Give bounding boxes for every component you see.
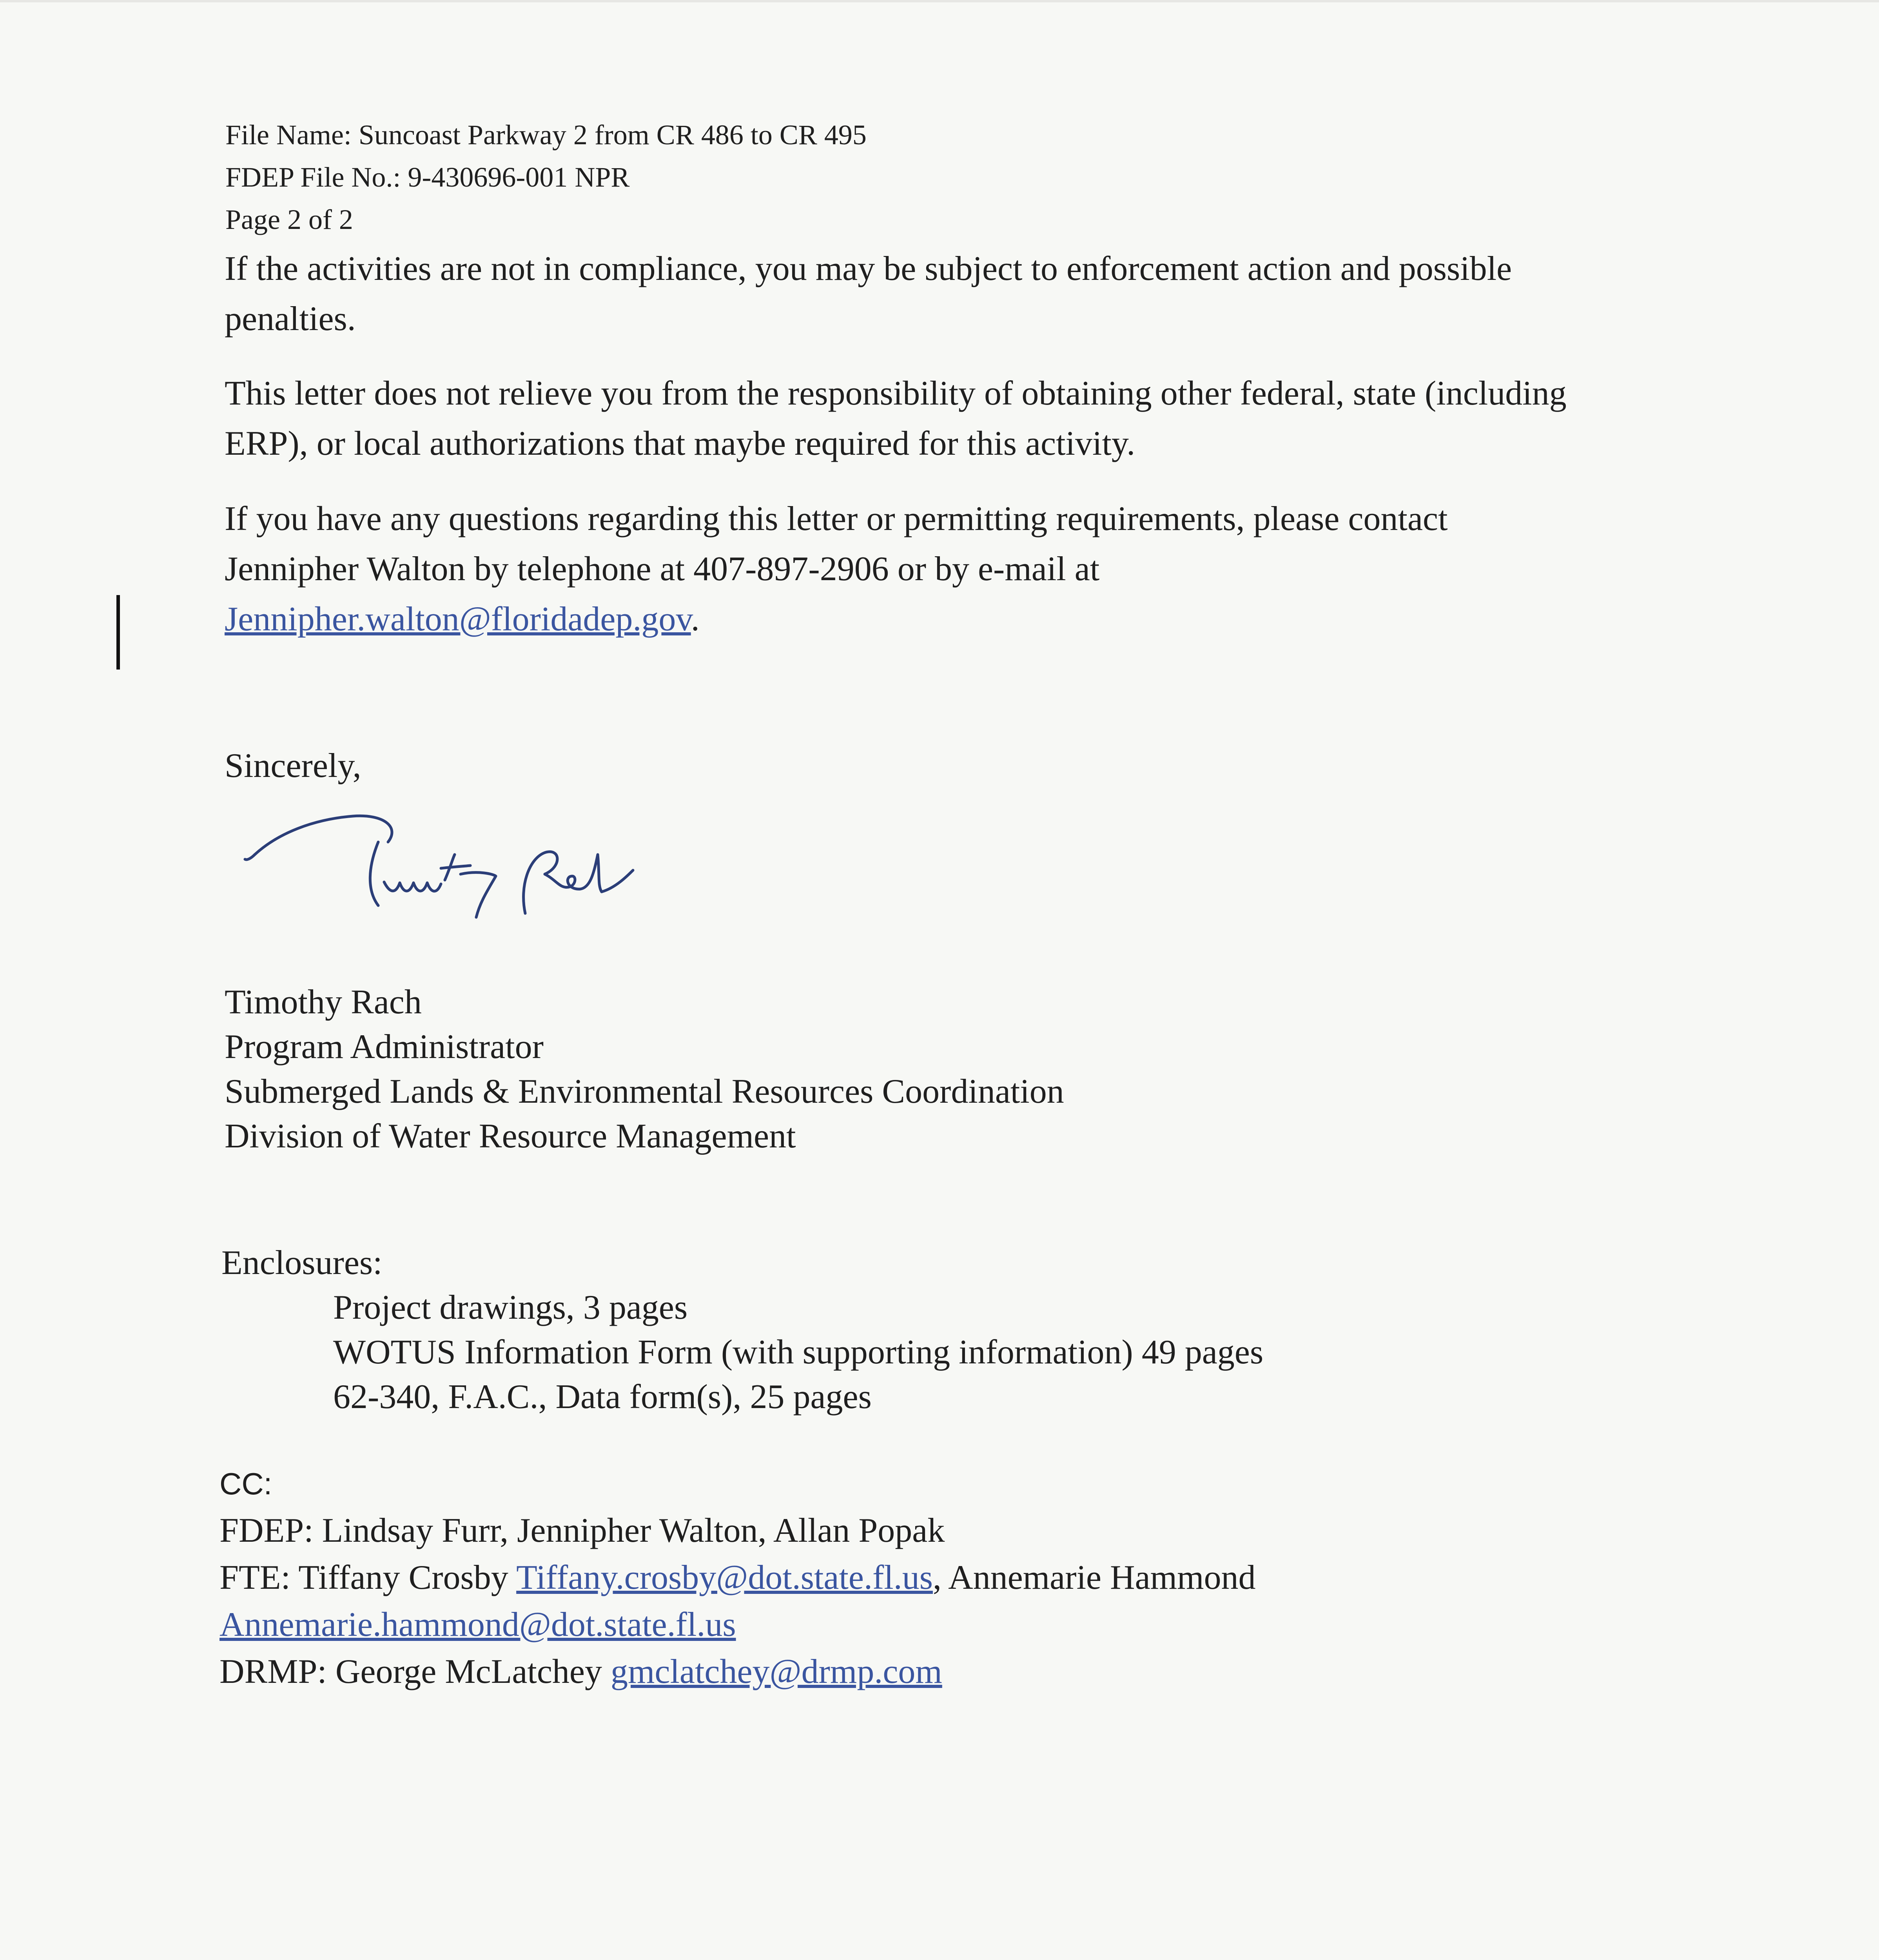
contact-email-line: [225, 594, 1690, 644]
enclosures-label: Enclosures:: [221, 1244, 383, 1282]
enclosures-block: [221, 1241, 1263, 1419]
cc-drmp: [219, 1648, 1256, 1695]
paragraph-line: Jennipher Walton by telephone at 407-897-2906 or by e-mail at: [225, 550, 1100, 588]
cc-fte-prefix: FTE: Tiffany Crosby: [219, 1559, 517, 1597]
cc-drmp-email[interactable]: gmclatchey@drmp.com: [610, 1653, 942, 1691]
cc-label: CC:: [219, 1466, 272, 1501]
enclosure-item: Project drawings, 3 pages: [333, 1289, 688, 1327]
signatory-office: Submerged Lands & Environmental Resources Coordination: [225, 1073, 1064, 1111]
cc-drmp-prefix: DRMP: George McLatchey: [219, 1653, 611, 1691]
paragraph-line: penalties.: [225, 300, 356, 338]
contact-email-link[interactable]: Jennipher.walton@floridadep.gov: [225, 600, 691, 638]
signature-image: [243, 796, 643, 937]
page-number: Page 2 of 2: [225, 204, 353, 235]
signatory-block: [225, 980, 1064, 1159]
signatory-division: Division of Water Resource Management: [225, 1117, 796, 1155]
paragraph-responsibility: [225, 368, 1690, 469]
enclosure-item: WOTUS Information Form (with supporting information) 49 pages: [333, 1333, 1264, 1371]
paragraph-line: ERP), or local authorizations that maybe required for this activity.: [225, 425, 1135, 463]
paragraph-contact: [225, 494, 1690, 644]
cc-fte-email-crosby[interactable]: Tiffany.crosby@dot.state.fl.us: [516, 1559, 933, 1597]
cc-fte: [219, 1554, 1256, 1601]
margin-revision-bar: [116, 595, 120, 670]
cc-fte-email-line: [219, 1601, 1256, 1648]
paragraph-compliance: [225, 244, 1690, 344]
closing: Sincerely,: [225, 747, 361, 785]
paragraph-line: If you have any questions regarding this letter or permitting requirements, please contact: [225, 500, 1448, 538]
signatory-title: Program Administrator: [225, 1028, 544, 1066]
cc-fdep: FDEP: Lindsay Furr, Jennipher Walton, Allan Popak: [219, 1512, 945, 1550]
enclosure-item: 62-340, F.A.C., Data form(s), 25 pages: [333, 1378, 872, 1416]
file-number: FDEP File No.: 9-430696-001 NPR: [225, 162, 630, 193]
letter-header: [225, 114, 867, 241]
scan-edge-top: [0, 0, 1879, 2]
cc-fte-mid: , Annemarie Hammond: [933, 1559, 1256, 1597]
paragraph-line: This letter does not relieve you from the responsibility of obtaining other federal, state (including: [225, 374, 1567, 412]
file-name: File Name: Suncoast Parkway 2 from CR 486 to CR 495: [225, 119, 867, 151]
cc-block: [219, 1460, 1256, 1695]
contact-email-trail: .: [691, 600, 700, 638]
signatory-name: Timothy Rach: [225, 983, 422, 1021]
cc-fte-email-hammond[interactable]: Annemarie.hammond@dot.state.fl.us: [219, 1606, 736, 1644]
paragraph-line: If the activities are not in compliance, you may be subject to enforcement action and possible: [225, 250, 1512, 288]
